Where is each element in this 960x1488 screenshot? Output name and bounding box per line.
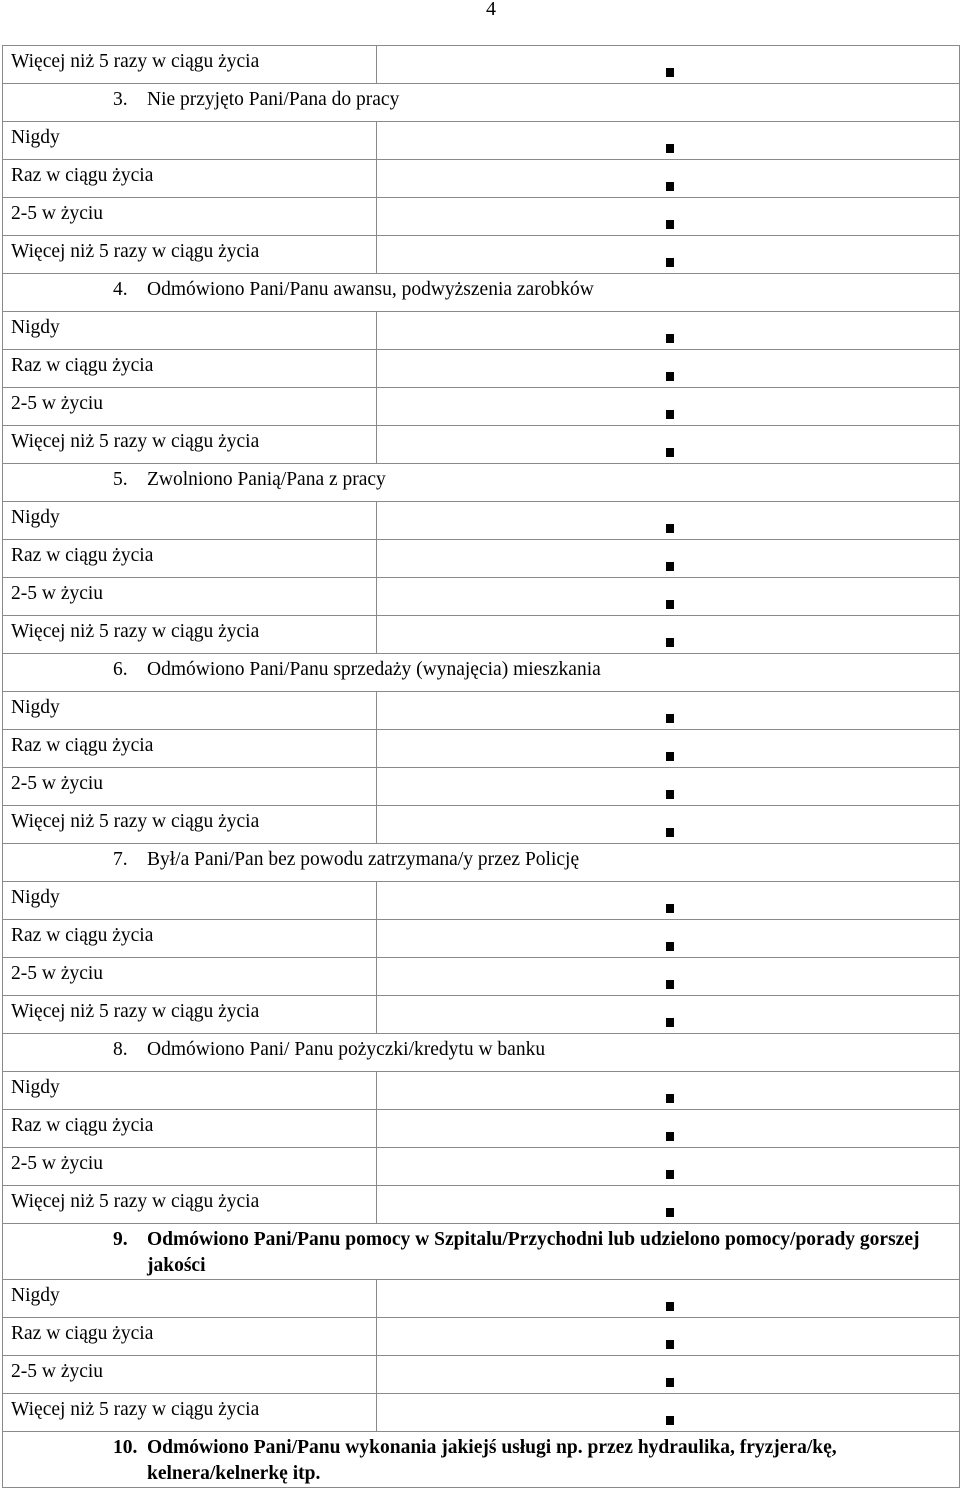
question-text: Zwolniono Panią/Pana z pracy: [147, 469, 386, 490]
option-row-raz-w-ci-gu-ycia-q5: [3, 1110, 960, 1148]
option-label: 2-5 w życiu: [3, 578, 377, 616]
option-row-nigdy-q1: [3, 312, 960, 350]
checkbox-square-icon[interactable]: [666, 942, 674, 951]
answer-cell[interactable]: [377, 1186, 960, 1224]
question-row: [3, 844, 960, 882]
answer-cell[interactable]: [377, 350, 960, 388]
question-heading: [3, 654, 960, 692]
checkbox-square-icon[interactable]: [666, 562, 674, 571]
question-line: [3, 464, 959, 493]
answer-cell[interactable]: [377, 692, 960, 730]
question-number: 9.: [113, 1229, 128, 1250]
answer-cell[interactable]: [377, 1280, 960, 1318]
checkbox-square-icon[interactable]: [666, 714, 674, 723]
option-row-raz-w-ci-gu-ycia-q4: [3, 920, 960, 958]
option-label: Więcej niż 5 razy w ciągu życia: [3, 1394, 377, 1432]
answer-cell[interactable]: [377, 920, 960, 958]
answer-cell[interactable]: [377, 198, 960, 236]
checkbox-square-icon[interactable]: [666, 1170, 674, 1179]
option-label: Nigdy: [3, 122, 377, 160]
question-heading: [3, 844, 960, 882]
option-row-nigdy-q5: [3, 1072, 960, 1110]
answer-cell[interactable]: [377, 160, 960, 198]
option-row-wi-cej-ni-5-razy-w-ci-gu-ycia-q1: [3, 426, 960, 464]
option-label: Więcej niż 5 razy w ciągu życia: [3, 806, 377, 844]
question-text: Odmówiono Pani/ Panu pożyczki/kredytu w banku: [147, 1039, 546, 1060]
answer-cell[interactable]: [377, 882, 960, 920]
answer-cell[interactable]: [377, 996, 960, 1034]
option-label: Raz w ciągu życia: [3, 160, 377, 198]
question-text: Nie przyjęto Pani/Pana do pracy: [147, 89, 400, 110]
question-text: Był/a Pani/Pan bez powodu zatrzymana/y przez Policję: [147, 849, 580, 870]
answer-cell[interactable]: [377, 502, 960, 540]
option-label: Nigdy: [3, 312, 377, 350]
option-label: Raz w ciągu życia: [3, 540, 377, 578]
checkbox-square-icon[interactable]: [666, 1302, 674, 1311]
option-row-wi-cej-ni-5-razy-w-ci-gu-ycia-q3: [3, 806, 960, 844]
answer-cell[interactable]: [377, 46, 960, 84]
option-label: 2-5 w życiu: [3, 388, 377, 426]
option-label: 2-5 w życiu: [3, 1356, 377, 1394]
option-label: Więcej niż 5 razy w ciągu życia: [3, 1186, 377, 1224]
question-heading: [3, 1034, 960, 1072]
checkbox-square-icon[interactable]: [666, 1132, 674, 1141]
option-label: Więcej niż 5 razy w ciągu życia: [3, 996, 377, 1034]
answer-cell[interactable]: [377, 388, 960, 426]
option-label: 2-5 w życiu: [3, 958, 377, 996]
question-heading: [3, 274, 960, 312]
question-line: [3, 844, 959, 873]
checkbox-square-icon[interactable]: [666, 410, 674, 419]
checkbox-square-icon[interactable]: [666, 1208, 674, 1217]
question-row: [3, 464, 960, 502]
option-row-2-5-w-yciu-q2: [3, 578, 960, 616]
option-row-raz-w-ci-gu-ycia-q0: [3, 160, 960, 198]
checkbox-square-icon[interactable]: [666, 904, 674, 913]
checkbox-square-icon[interactable]: [666, 1416, 674, 1425]
checkbox-square-icon[interactable]: [666, 334, 674, 343]
answer-cell[interactable]: [377, 122, 960, 160]
question-number: 5.: [113, 469, 128, 490]
checkbox-square-icon[interactable]: [666, 600, 674, 609]
checkbox-square-icon[interactable]: [666, 258, 674, 267]
checkbox-square-icon[interactable]: [666, 638, 674, 647]
option-label: Raz w ciągu życia: [3, 350, 377, 388]
option-row-nigdy-q2: [3, 502, 960, 540]
option-row-2-5-w-yciu-q0: [3, 198, 960, 236]
question-line: [3, 274, 959, 303]
checkbox-square-icon[interactable]: [666, 1378, 674, 1387]
option-row-2-5-w-yciu-q6: [3, 1356, 960, 1394]
option-label: Nigdy: [3, 1072, 377, 1110]
option-row-2-5-w-yciu-q1: [3, 388, 960, 426]
option-row-raz-w-ci-gu-ycia-q1: [3, 350, 960, 388]
checkbox-square-icon[interactable]: [666, 524, 674, 533]
checkbox-square-icon[interactable]: [666, 372, 674, 381]
option-row-wi-cej-ni-5-razy-w-ci-gu-ycia-q5: [3, 1186, 960, 1224]
answer-cell[interactable]: [377, 1110, 960, 1148]
answer-cell[interactable]: [377, 806, 960, 844]
checkbox-square-icon[interactable]: [666, 1340, 674, 1349]
answer-cell[interactable]: [377, 616, 960, 654]
option-row-raz-w-ci-gu-ycia-q3: [3, 730, 960, 768]
option-label: Nigdy: [3, 1280, 377, 1318]
option-label: Nigdy: [3, 502, 377, 540]
option-row-nigdy-q0: [3, 122, 960, 160]
survey-body: [3, 46, 960, 1488]
checkbox-square-icon[interactable]: [666, 1094, 674, 1103]
option-label: Więcej niż 5 razy w ciągu życia: [3, 46, 377, 84]
question-line: [3, 84, 959, 113]
question-text: Odmówiono Pani/Panu wykonania jakiejś usługi np. przez hydraulika, fryzjera/kę, kelnera/kelnerkę itp.: [147, 1437, 837, 1484]
question-row: [3, 1034, 960, 1072]
option-label: Nigdy: [3, 692, 377, 730]
question-heading: [3, 84, 960, 122]
answer-cell[interactable]: [377, 1072, 960, 1110]
option-label: Więcej niż 5 razy w ciągu życia: [3, 426, 377, 464]
answer-cell[interactable]: [377, 958, 960, 996]
answer-cell[interactable]: [377, 312, 960, 350]
question-heading: [3, 1432, 960, 1488]
question-number: 8.: [113, 1039, 128, 1060]
question-heading: [3, 1224, 960, 1280]
question-number: 6.: [113, 659, 128, 680]
answer-cell[interactable]: [377, 1356, 960, 1394]
question-number: 4.: [113, 279, 128, 300]
option-label: Więcej niż 5 razy w ciągu życia: [3, 616, 377, 654]
question-text: Odmówiono Pani/Panu sprzedaży (wynajęcia) mieszkania: [147, 659, 601, 680]
answer-cell[interactable]: [377, 1318, 960, 1356]
answer-cell[interactable]: [377, 426, 960, 464]
checkbox-square-icon[interactable]: [666, 448, 674, 457]
question-number: 7.: [113, 849, 128, 870]
checkbox-square-icon[interactable]: [666, 68, 674, 77]
question-row: [3, 84, 960, 122]
option-row-raz-w-ci-gu-ycia-q6: [3, 1318, 960, 1356]
option-label: 2-5 w życiu: [3, 1148, 377, 1186]
option-row-2-5-w-yciu-q3: [3, 768, 960, 806]
option-row-wi-cej-ni-5-razy-w-ci-gu-ycia-q0: [3, 236, 960, 274]
checkbox-square-icon[interactable]: [666, 980, 674, 989]
question-line: [3, 1034, 959, 1063]
checkbox-square-icon[interactable]: [666, 828, 674, 837]
option-row-leading: [3, 46, 960, 84]
survey-table: [2, 45, 960, 1488]
checkbox-square-icon[interactable]: [666, 752, 674, 761]
option-row-wi-cej-ni-5-razy-w-ci-gu-ycia-q4: [3, 996, 960, 1034]
option-label: Raz w ciągu życia: [3, 1110, 377, 1148]
answer-cell[interactable]: [377, 1148, 960, 1186]
checkbox-square-icon[interactable]: [666, 1018, 674, 1027]
option-row-raz-w-ci-gu-ycia-q2: [3, 540, 960, 578]
option-label: Raz w ciągu życia: [3, 730, 377, 768]
option-label: Raz w ciągu życia: [3, 1318, 377, 1356]
question-line: [3, 1224, 959, 1279]
option-row-2-5-w-yciu-q4: [3, 958, 960, 996]
checkbox-square-icon[interactable]: [666, 182, 674, 191]
answer-cell[interactable]: [377, 540, 960, 578]
page-number: 4: [486, 0, 496, 20]
question-number: 10.: [113, 1437, 138, 1458]
question-number: 3.: [113, 89, 128, 110]
question-row: [3, 1224, 960, 1280]
answer-cell[interactable]: [377, 578, 960, 616]
question-text: Odmówiono Pani/Panu awansu, podwyższenia zarobków: [147, 279, 594, 300]
answer-cell[interactable]: [377, 768, 960, 806]
option-row-nigdy-q3: [3, 692, 960, 730]
checkbox-square-icon[interactable]: [666, 144, 674, 153]
question-line: [3, 1432, 959, 1487]
answer-cell[interactable]: [377, 236, 960, 274]
option-label: Raz w ciągu życia: [3, 920, 377, 958]
answer-cell[interactable]: [377, 730, 960, 768]
checkbox-square-icon[interactable]: [666, 790, 674, 799]
checkbox-square-icon[interactable]: [666, 220, 674, 229]
question-row: [3, 1432, 960, 1488]
option-label: 2-5 w życiu: [3, 768, 377, 806]
question-heading: [3, 464, 960, 502]
question-row: [3, 654, 960, 692]
question-text: Odmówiono Pani/Panu pomocy w Szpitalu/Przychodni lub udzielono pomocy/porady gorszej jakości: [147, 1229, 920, 1276]
question-line: [3, 654, 959, 683]
option-row-nigdy-q4: [3, 882, 960, 920]
option-row-wi-cej-ni-5-razy-w-ci-gu-ycia-q2: [3, 616, 960, 654]
option-label: Więcej niż 5 razy w ciągu życia: [3, 236, 377, 274]
option-row-2-5-w-yciu-q5: [3, 1148, 960, 1186]
option-label: Nigdy: [3, 882, 377, 920]
option-row-nigdy-q6: [3, 1280, 960, 1318]
option-label: 2-5 w życiu: [3, 198, 377, 236]
question-row: [3, 274, 960, 312]
